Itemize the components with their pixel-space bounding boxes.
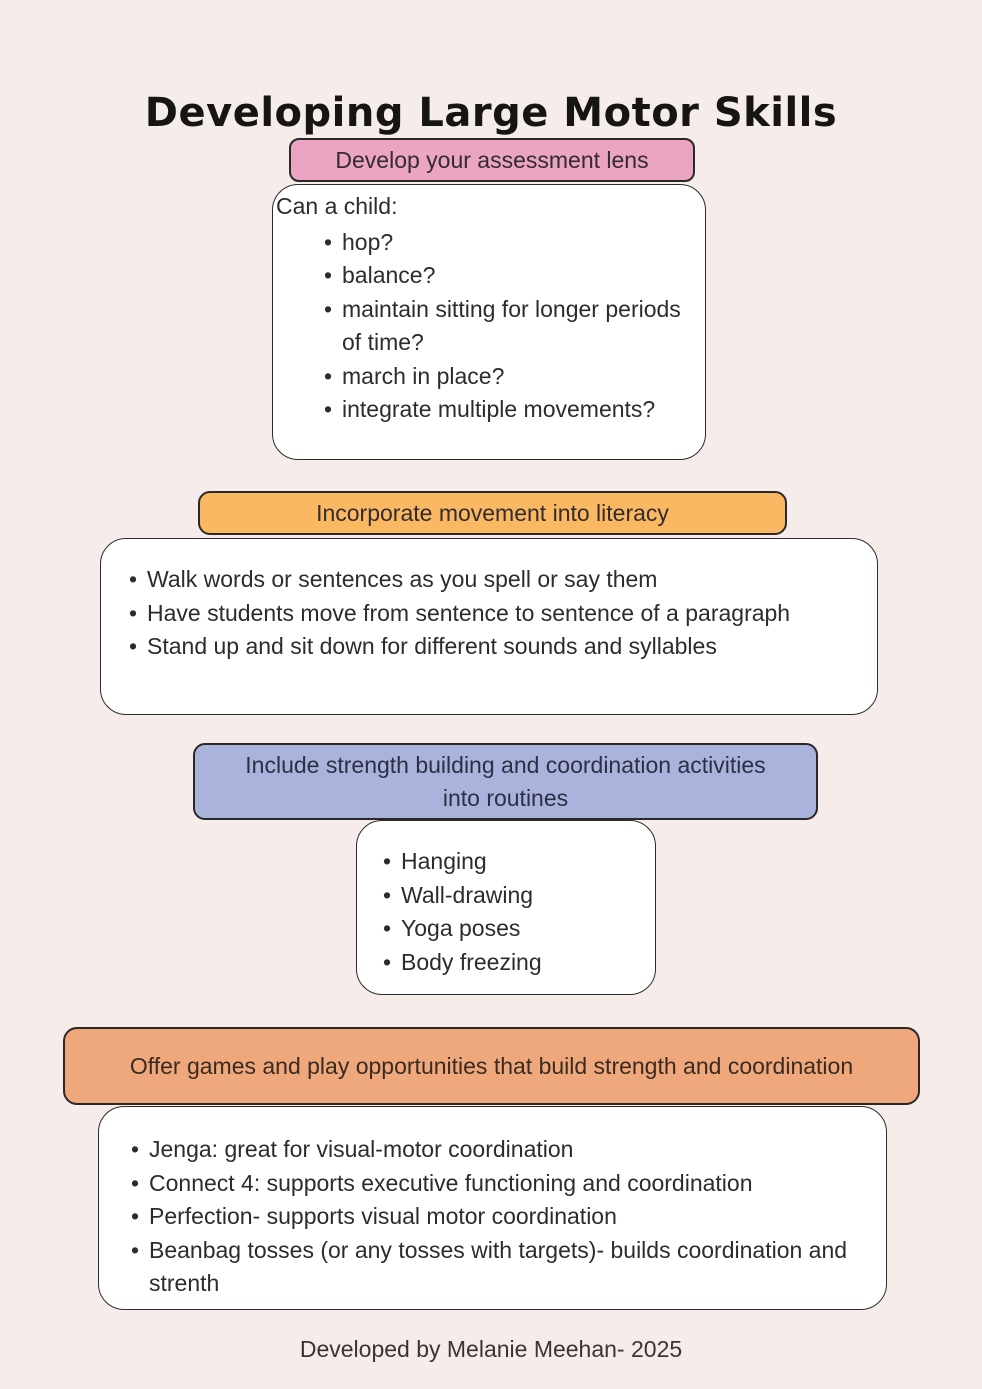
content-box-literacy [100, 538, 878, 715]
bullet-list [101, 563, 859, 664]
section-header-label: Offer games and play opportunities that build strength and coordination [129, 1052, 854, 1079]
section-header-movement-literacy [198, 491, 787, 535]
list-item: • balance? [342, 259, 697, 293]
content-box-assessment [272, 184, 706, 460]
list-item: • Yoga poses [401, 912, 647, 946]
list-item: • Wall-drawing [401, 879, 647, 913]
section-header-label: Develop your assessment lens [335, 146, 649, 173]
list-item: • maintain sitting for longer periods of time? [342, 293, 697, 360]
content-box-routines [356, 820, 656, 995]
list-item: • Have students move from sentence to sentence of a paragraph [147, 597, 859, 631]
section-header-strength-routines [193, 743, 818, 820]
content-box-games [98, 1106, 887, 1310]
list-item: • Jenga: great for visual-motor coordination [149, 1133, 866, 1167]
list-item: • Hanging [401, 845, 647, 879]
list-item: • hop? [342, 226, 697, 260]
list-item: • Body freezing [401, 946, 647, 980]
list-item: • Beanbag tosses (or any tosses with targets)- builds coordination and strenth [149, 1234, 866, 1301]
bullet-list [276, 226, 697, 427]
credit-line: Developed by Melanie Meehan- 2025 [299, 1336, 683, 1362]
list-item: • Connect 4: supports executive functioning and coordination [149, 1167, 866, 1201]
bullet-list [357, 845, 647, 979]
section-header-assessment-lens [289, 138, 695, 182]
list-item: • Perfection- supports visual motor coordination [149, 1200, 866, 1234]
list-item: • march in place? [342, 360, 697, 394]
section-header-games-play [63, 1027, 920, 1105]
list-item: • Walk words or sentences as you spell or say them [147, 563, 859, 597]
page-title: Developing Large Motor Skills [144, 89, 838, 136]
list-item: • integrate multiple movements? [342, 393, 697, 427]
list-intro: Can a child: [276, 193, 398, 219]
section-header-label: Include strength building and coordination activities into routines [245, 751, 766, 811]
section-header-label: Incorporate movement into literacy [316, 499, 669, 526]
bullet-list [99, 1133, 866, 1301]
list-item: • Stand up and sit down for different sounds and syllables [147, 630, 859, 664]
